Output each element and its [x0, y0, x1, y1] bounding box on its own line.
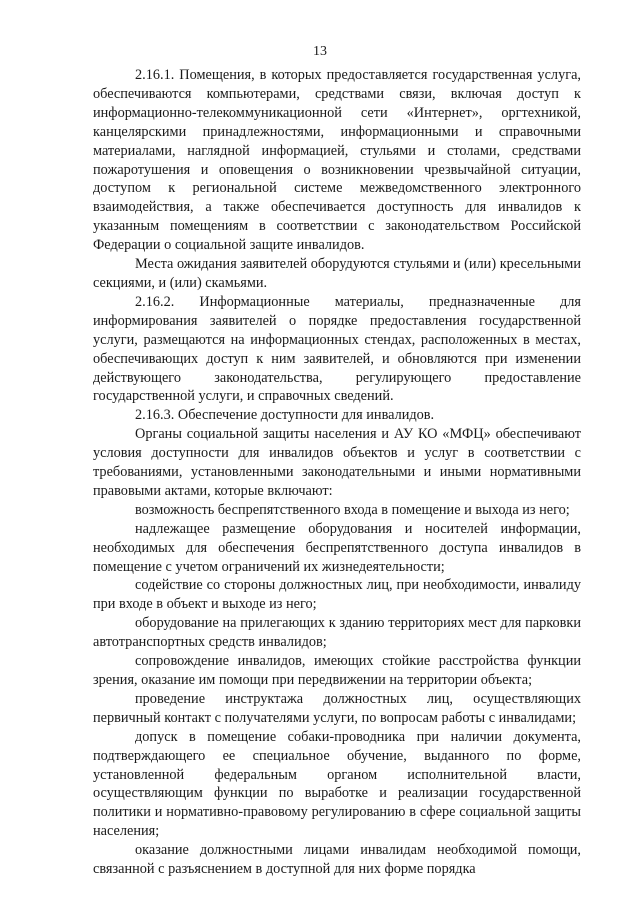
paragraph-2-16-2: 2.16.2. Информационные материалы, предназначенные для информирования заявителей о порядке предоставления государственной услуги, размещаются на информационных стендах, расположенных в местах, обеспечивающих доступ к ним заявителей, и обновляются при изменении действующего законодательства, регулирующего предоставление государственной услуги, и справочных сведений.: [93, 293, 581, 405]
document-body: [93, 66, 581, 879]
list-item-equipment-placement: надлежащее размещение оборудования и носителей информации, необходимых для обеспечения беспрепятственного доступа инвалидов в помещение с учетом ограничений их жизнедеятельности;: [93, 520, 581, 575]
list-item-explanation-help: оказание должностными лицами инвалидам необходимой помощи, связанной с разъяснением в доступной для них форме порядка: [93, 842, 581, 878]
list-item-official-assistance: содействие со стороны должностных лиц, при необходимости, инвалиду при входе в объект и выходе из него;: [93, 577, 581, 613]
list-item-guide-dog: допуск в помещение собаки-проводника при наличии документа, подтверждающего ее специальное обучение, выданного по форме, установленной федеральным органом исполнительной власти, осуществляющим функции по выработке и реализации государственной политики и нормативно-правовому регулированию в сфере социальной защиты населения;: [93, 728, 581, 840]
page-number: 13: [313, 44, 327, 59]
paragraph-2-16-1: 2.16.1. Помещения, в которых предоставляется государственная услуга, обеспечиваются компьютерами, средствами связи, включая доступ к информационно-телекоммуникационной сети «Интернет», оргтехникой, канцелярскими принадлежностями, информационными и справочными материалами, наглядной информацией, стульями и столами, средствами пожаротушения и оповещения о возникновении чрезвычайной ситуации, доступом к региональной системе межведомственного электронного взаимодействия, а также обеспечивается доступность для инвалидов к указанным помещениям в соответствии с законодательством Российской Федерации о социальной защите инвалидов.: [93, 67, 581, 254]
list-item-parking: оборудование на прилегающих к зданию территориях мест для парковки автотранспортных средств инвалидов;: [93, 615, 581, 651]
list-item-staff-briefing: проведение инструктажа должностных лиц, осуществляющих первичный контакт с получателями услуги, по вопросам работы с инвалидами;: [93, 690, 581, 726]
list-item-entrance: возможность беспрепятственного входа в помещение и выхода из него;: [135, 501, 570, 518]
list-item-escort-visually-impaired: сопровождение инвалидов, имеющих стойкие расстройства функции зрения, оказание им помощи при передвижении на территории объекта;: [93, 653, 581, 688]
paragraph-accessibility-conditions: Органы социальной защиты населения и АУ КО «МФЦ» обеспечивают условия доступности для инвалидов объектов и услуг в соответствии с требованиями, установленными законодательными и иными нормативными правовыми актами, которые включают:: [93, 426, 581, 499]
paragraph-2-16-3: 2.16.3. Обеспечение доступности для инвалидов.: [135, 407, 435, 424]
paragraph-waiting-places: Места ожидания заявителей оборудуются стульями и (или) кресельными секциями, и (или) скамьями.: [93, 256, 581, 291]
